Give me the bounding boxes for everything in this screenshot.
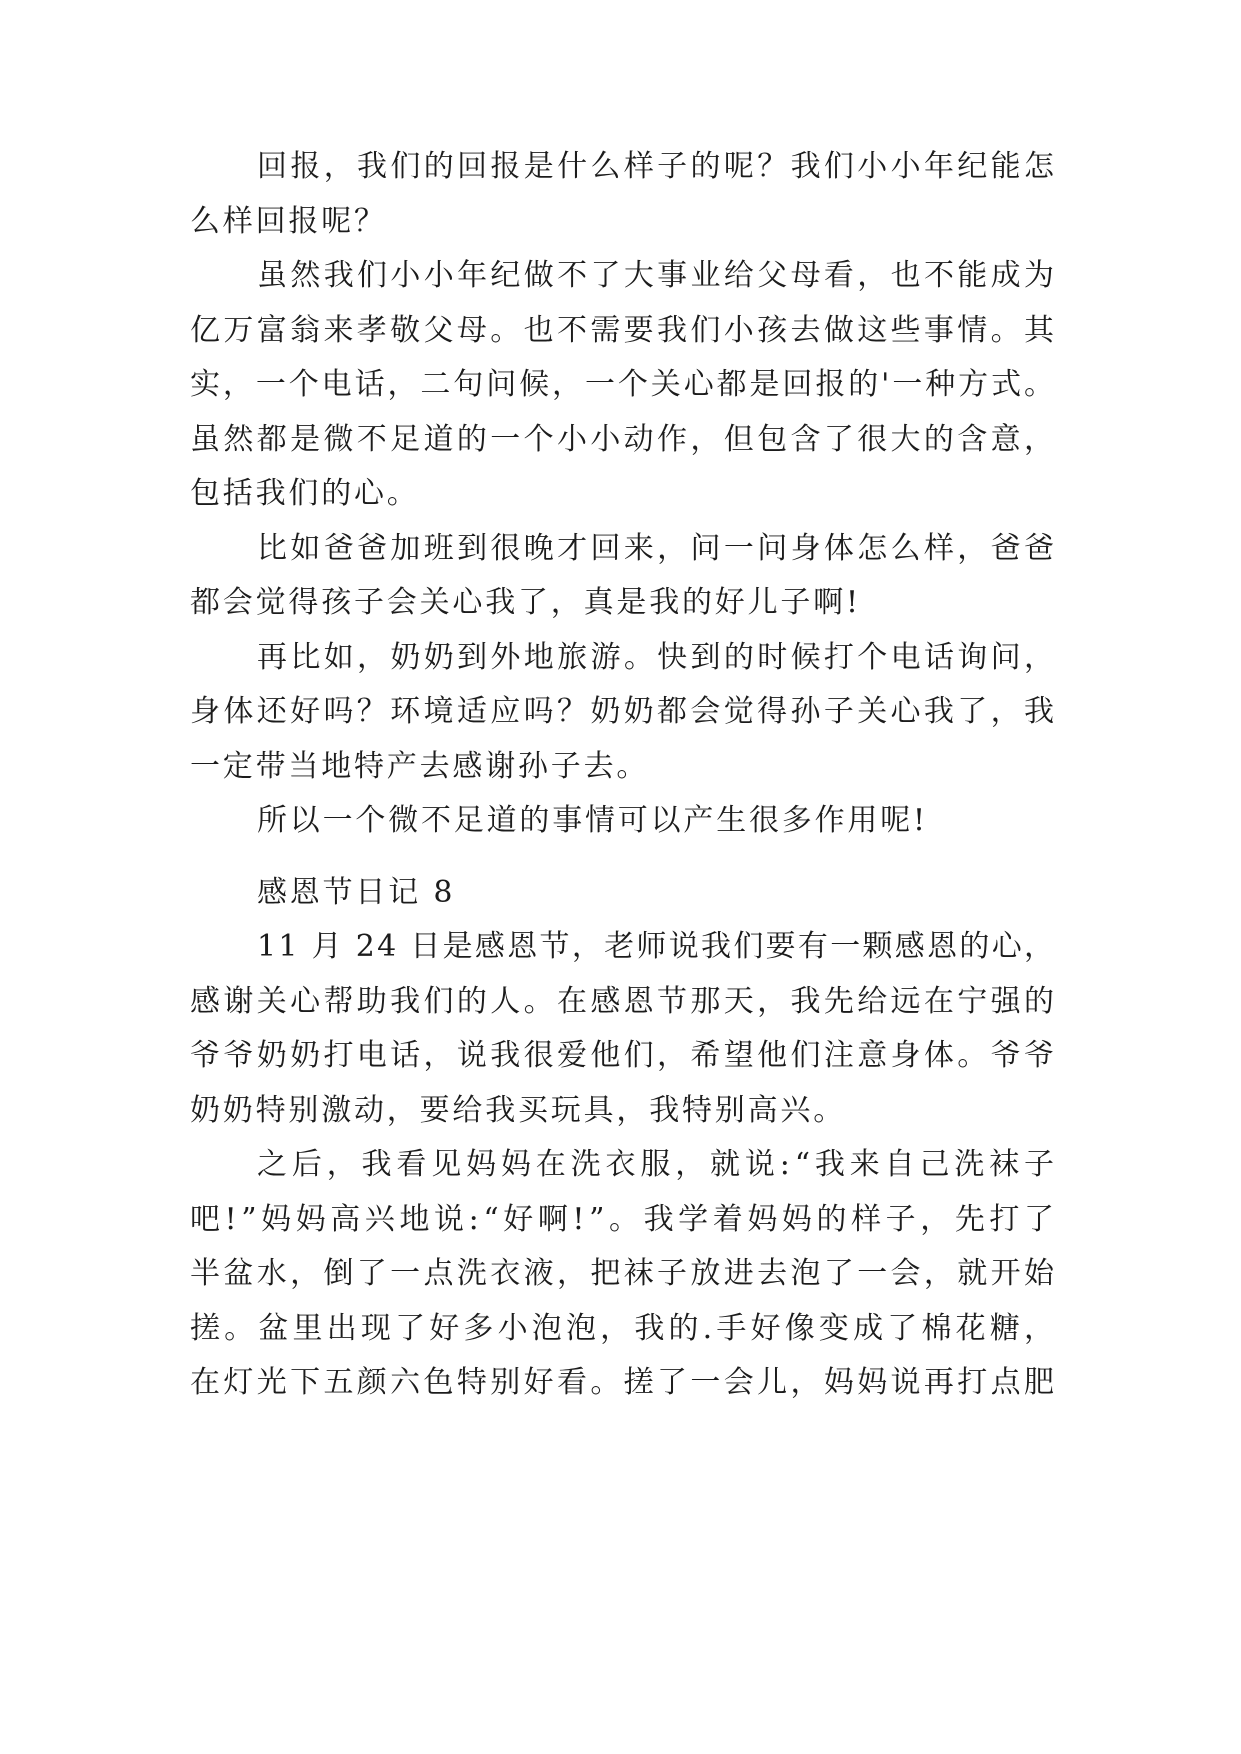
text-line: 比如爸爸加班到很晚才回来，问一问身体怎么样，爸爸 [257, 530, 1058, 566]
text-line: 11 月 24 日是感恩节，老师说我们要有一颗感恩的心， [257, 929, 1057, 964]
text-line: 么样回报呢？ [190, 203, 387, 239]
text-line: 虽然我们小小年纪做不了大事业给父母看，也不能成为 [257, 258, 1058, 293]
paragraph [190, 794, 1054, 849]
paragraph [190, 522, 1058, 631]
text-line: 虽然都是微不足道的一个小小动作，但包含了很大的含意， [190, 421, 1058, 457]
text-line: 所以一个微不足道的事情可以产生很多作用呢! [257, 803, 928, 838]
text-line: 爷爷奶奶打电话，说我很爱他们，希望他们注意身体。爷爷 [190, 1038, 1058, 1073]
text-line: 回报，我们的回报是什么样子的呢？我们小小年纪能怎 [257, 149, 1058, 184]
paragraph [190, 631, 1058, 795]
paragraph [190, 249, 1058, 522]
diary-entry-section [190, 866, 1059, 1411]
text-line: 之后，我看见妈妈在洗衣服，就说:“我来自己洗袜子 [257, 1147, 1059, 1182]
text-line: 吧!”妈妈高兴地说:“好啊!”。我学着妈妈的样子，先打了 [190, 1201, 1059, 1237]
text-line: 感谢关心帮助我们的人。在感恩节那天，我先给远在宁强的 [190, 983, 1058, 1019]
text-line: 都会觉得孩子会关心我了，真是我的好儿子啊! [190, 585, 861, 620]
text-line: 再比如，奶奶到外地旅游。快到的时候打个电话询问， [257, 639, 1058, 675]
paragraph [190, 920, 1058, 1138]
text-line: 包括我们的心。 [190, 476, 420, 511]
text-line: 身体还好吗？环境适应吗？奶奶都会觉得孙子关心我了，我 [190, 694, 1058, 729]
paragraph [190, 140, 1058, 249]
text-line: 半盆水，倒了一点洗衣液，把袜子放进去泡了一会，就开始 [190, 1256, 1058, 1291]
text-line: 搓。盆里出现了好多小泡泡，我的.手好像变成了棉花糖， [190, 1310, 1059, 1346]
paragraph [190, 1138, 1059, 1411]
text-line: 实，一个电话，二句问候，一个关心都是回报的'一种方式。 [190, 367, 1057, 402]
text-line: 一定带当地特产去感谢孙子去。 [190, 748, 650, 784]
text-line: 奶奶特别激动，要给我买玩具，我特别高兴。 [190, 1092, 846, 1128]
text-line: 亿万富翁来孝敬父母。也不需要我们小孩去做这些事情。其 [190, 312, 1058, 348]
section-title: 感恩节日记 8 [257, 874, 456, 910]
document-body [190, 140, 1059, 1411]
continued-section [190, 140, 1058, 849]
text-line: 在灯光下五颜六色特别好看。搓了一会儿，妈妈说再打点肥 [190, 1365, 1058, 1400]
